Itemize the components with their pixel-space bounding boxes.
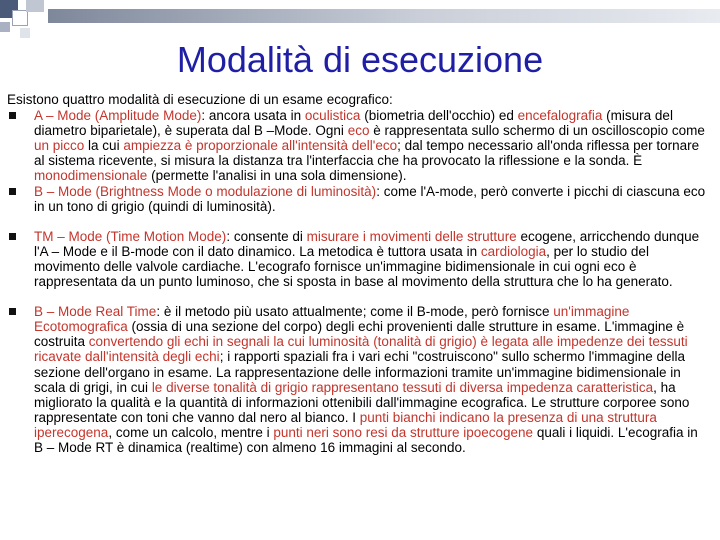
square-bullet-icon — [9, 112, 16, 119]
decor-square — [12, 10, 28, 26]
body-text: : consente di — [226, 228, 307, 244]
decor-bar — [48, 9, 720, 23]
bullet-text — [34, 304, 698, 455]
body-text: , come un calcolo, mentre i — [108, 424, 274, 440]
body-text: : ancora usata in — [201, 108, 305, 124]
highlighted-text: cardiologia — [480, 243, 547, 259]
highlighted-text: ampiezza è proporzionale all'intensità dell'eco — [123, 138, 398, 154]
bullet-text — [34, 184, 705, 214]
highlighted-text: punti bianchi indicano la presenza di una struttura iperecogena — [34, 409, 657, 440]
body-text: (misura del diametro biparietale), è superata dal B –Mode. Ogni — [34, 108, 673, 139]
highlighted-text: encefalografia — [517, 108, 603, 124]
highlighted-text: punti neri sono resi da strutture ipoecogene — [273, 424, 534, 440]
highlighted-text: un'immagine Ecotomografica — [34, 304, 630, 335]
body-text: : è il metodo più usato attualmente; come il B-mode, però fornisce — [156, 304, 554, 320]
bullet-b-mode — [7, 184, 707, 214]
body-text: ; i rapporti spaziali fra i vari echi "costruiscono" sullo schermo l'immagine della sezione dell'organo in esame. La rappresentazione delle informazioni tramite un'immagine bidimensionale in scala di grigi, in cui — [34, 349, 686, 395]
highlighted-text: monodimensionale — [34, 168, 148, 184]
decor-square — [26, 0, 44, 12]
body-text: (biometria dell'occhio) ed — [360, 108, 518, 124]
highlighted-text: un picco — [34, 138, 85, 154]
body-text: è rappresentata sullo schermo di un oscilloscopio come — [369, 123, 705, 139]
body-text: , per lo studio del movimento delle valvole cardiache. L'ecografo fornisce un'immagine bidimensionale in cui ogni eco è rappresentata da un punto luminoso, che si sposta in base al movimento della struttura che lo ha generato. — [34, 243, 673, 290]
bullet-text — [34, 108, 705, 183]
slide-title: Modalità di esecuzione — [176, 39, 544, 80]
bullet-text — [34, 229, 699, 289]
square-bullet-icon — [9, 233, 16, 240]
highlighted-text: TM – Mode (Time Motion Mode) — [34, 228, 227, 244]
body-text: (ossia di una sezione del corpo) degli echi provenienti dalle strutture in esame. L'immagine è costruita — [34, 319, 685, 350]
body-text: quali i liquidi. L'ecografia in B – Mode RT è dinamica (realtime) con almeno 16 immagini al secondo. — [34, 424, 698, 455]
body-text: ecogene, arricchendo dunque l'A – Mode e il B-mode con il dato dinamico. La metodica è tuttora usata in — [34, 228, 700, 259]
highlighted-text: misurare i movimenti delle strutture — [306, 228, 517, 244]
highlighted-text: le diverse tonalità di grigio rappresentano tessuti di diversa impedenza caratteristica — [151, 379, 654, 395]
body-text: (permette l'analisi in una sola dimensione). — [147, 168, 407, 184]
decor-square — [0, 22, 10, 32]
highlighted-text: convertendo gli echi in segnali la cui luminosità (tonalità di grigio) è legata alle impedenze dei tessuti ricavate dall'intensità degli echi — [34, 334, 688, 365]
highlighted-text: B – Mode Real Time — [34, 304, 157, 320]
highlighted-text: eco — [347, 123, 370, 139]
body-text: : come l'A-mode, però converte i picchi di ciascuna eco in un tono di grigio (quindi di luminosità). — [34, 183, 706, 214]
bullet-tm-mode — [7, 229, 707, 289]
body-text: , ha migliorato la qualità e la quantità di informazioni ottenibili dall'immagine ecografica. Le strutture corporee sono rappresentate con toni che vanno dal nero al bianco. I — [34, 379, 690, 425]
bullet-a-mode — [7, 108, 707, 183]
highlighted-text: oculistica — [304, 108, 361, 124]
highlighted-text: B – Mode (Brightness Mode o modulazione di luminosità) — [34, 183, 377, 199]
highlighted-text: A – Mode (Amplitude Mode) — [34, 108, 202, 124]
bullet-b-mode-real-time — [7, 304, 707, 455]
square-bullet-icon — [9, 188, 16, 195]
body-text: ; dal tempo necessario all'onda riflessa per tornare al sistema ricevente, si misura la distanza tra l'interfaccia che ha provocato la riflessione e la sonda. È — [34, 138, 700, 169]
intro-text: Esistono quattro modalità di esecuzione di un esame ecografico: — [7, 92, 393, 107]
decor-square — [20, 28, 30, 38]
bullet-list — [7, 108, 707, 455]
body-text: la cui — [84, 138, 124, 154]
square-bullet-icon — [9, 308, 16, 315]
slide-body — [7, 92, 707, 455]
